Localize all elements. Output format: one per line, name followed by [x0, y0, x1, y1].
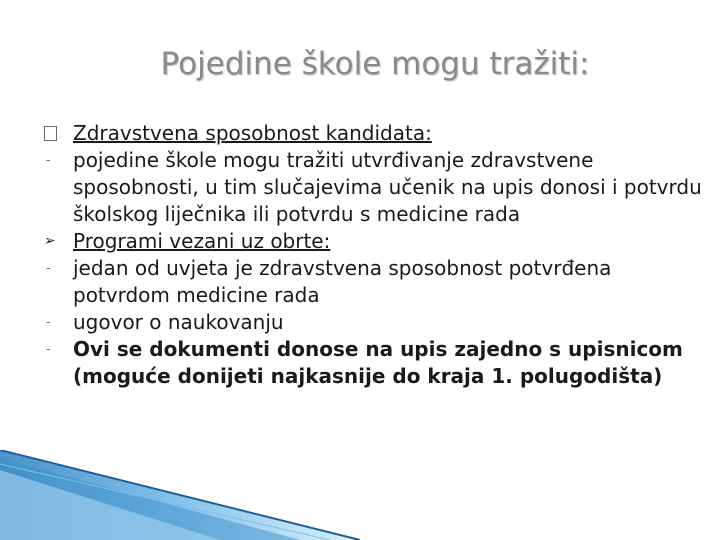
dash-bullet-icon: - [46, 342, 51, 356]
list-item-text: Ovi se dokumenti donose na upis zajedno s upisnicom (moguće donijeti najkasnije do kraja 1. polugodišta) [73, 337, 683, 388]
list-item [44, 120, 714, 147]
list-item-text: Programi vezani uz obrte: [73, 229, 331, 253]
list-item [44, 309, 714, 336]
list-item-text: pojedine škole mogu tražiti utvrđivanje zdravstvene sposobnosti, u tim slučajevima učenik na upis donosi i potvrdu školskog liječnika ili potvrdu s medicine rada [73, 148, 702, 226]
dash-bullet-icon: - [46, 261, 51, 275]
dash-bullet-icon: - [46, 153, 51, 167]
decorative-wave-graphic [0, 450, 720, 540]
list-item [44, 255, 714, 309]
slide-title: Pojedine škole mogu tražiti: [160, 46, 590, 82]
arrow-bullet-icon: ➢ [44, 233, 56, 249]
list-item-text: ugovor o naukovanju [73, 310, 284, 334]
list-item-text: jedan od uvjeta je zdravstvena sposobnost potvrđena potvrdom medicine rada [73, 256, 612, 307]
bullet-list [44, 120, 714, 390]
list-item-text: Zdravstvena sposobnost kandidata: [73, 121, 432, 145]
list-item [44, 147, 714, 228]
dash-bullet-icon: - [46, 315, 51, 329]
list-item [44, 336, 714, 390]
list-item [44, 228, 714, 255]
